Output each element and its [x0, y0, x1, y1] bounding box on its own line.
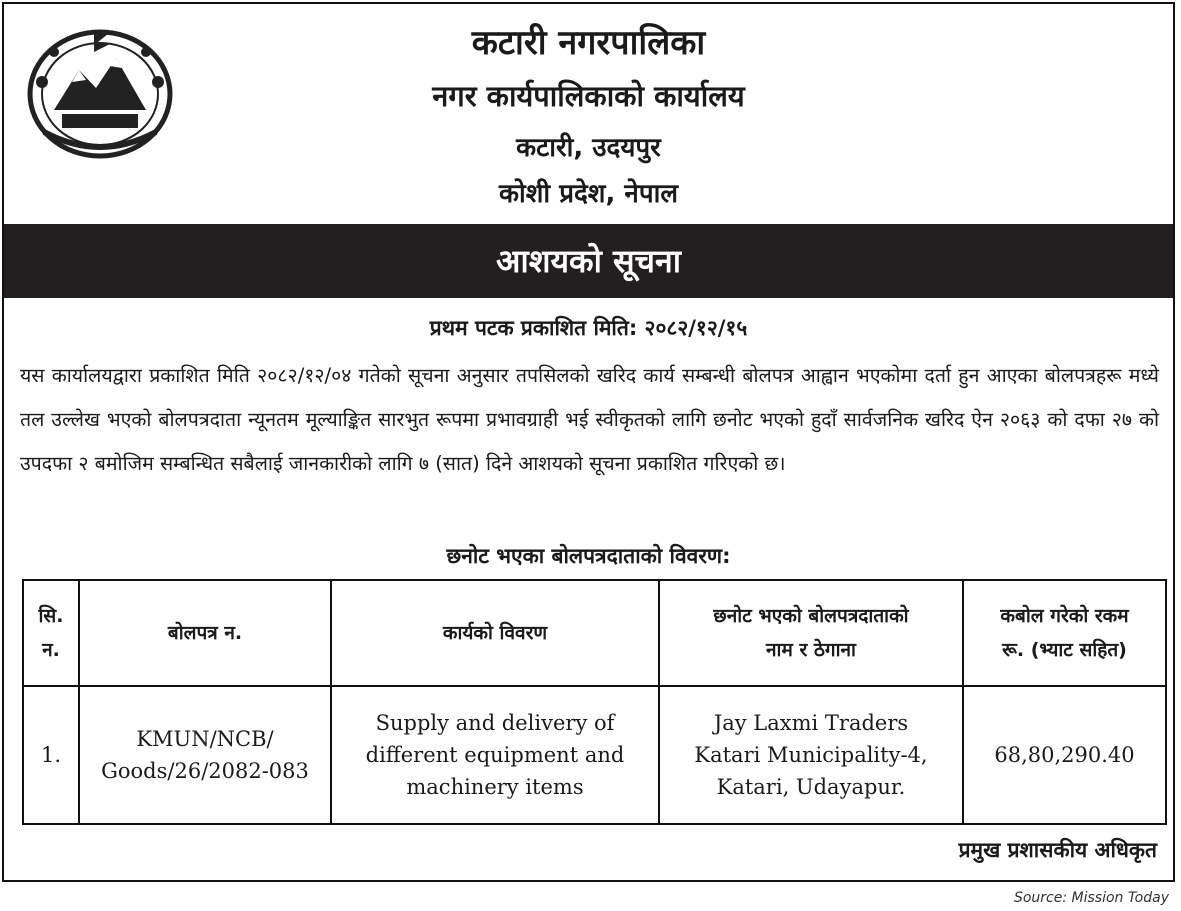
office-province: कोशी प्रदेश, नेपाल: [499, 179, 678, 209]
source-credit: Source: Mission Today: [1013, 890, 1169, 906]
cell-quoted-amount: 68,80,290.40: [963, 686, 1166, 824]
table-row: [23, 686, 1166, 824]
notice-body: यस कार्यालयद्वारा प्रकाशित मिति २०८२/१२/०४ गतेको सूचना अनुसार तपसिलको खरिद कार्य सम्बन्धी बोलपत्र आह्वान भएकोमा दर्ता हुन आएका बोलपत्रहरू मध्ये तल उल्लेख भएको बोलपत्रदाता न्यूनतम मूल्याङ्कित सारभुत रूपमा प्रभावग्राही भई स्वीकृतको लागि छनोट भएको हुदाँ सार्वजनिक खरिद ऐन २०६३ को दफा २७ को उपदफा २ बमोजिम सम्बन्धित सबैलाई जानकारीको लागि ७ (सात) दिने आशयको सूचना प्रकाशित गरिएको छ।: [20, 364, 1159, 475]
office-subtitle: नगर कार्यपालिकाको कार्यालय: [432, 79, 745, 113]
selected-bidder-table: [22, 579, 1167, 825]
table-title: छनोट भएका बोलपत्रदाताको विवरण:: [446, 544, 731, 568]
notice-frame: [2, 2, 1175, 882]
cell-work-description: Supply and delivery of different equipment and machinery items: [331, 686, 659, 824]
signatory-title: प्रमुख प्रशासकीय अधिकृत: [958, 838, 1157, 862]
header-serial-no: सि. न.: [23, 580, 79, 686]
municipality-name: कटारी नगरपालिका: [471, 23, 706, 63]
notice-header: [4, 4, 1173, 224]
header-work-description: कार्यको विवरण: [331, 580, 659, 686]
header-bidder-name-address: छनोट भएको बोलपत्रदाताको नाम र ठेगाना: [659, 580, 963, 686]
notice-title-banner: आशयको सूचना: [4, 224, 1173, 298]
table-header-row: [23, 580, 1166, 686]
header-bid-no: बोलपत्र न.: [79, 580, 331, 686]
cell-serial-no: 1.: [23, 686, 79, 824]
office-location: कटारी, उदयपुर: [516, 133, 661, 163]
cell-bidder-name-address: Jay Laxmi Traders Katari Municipality-4, Katari, Udayapur.: [659, 686, 963, 824]
cell-bid-no: KMUN/NCB/ Goods/26/2082-083: [79, 686, 331, 824]
header-quoted-amount: कबोल गरेको रकम रू. (भ्याट सहित): [963, 580, 1166, 686]
published-date: प्रथम पटक प्रकाशित मिति: २०८२/१२/१५: [429, 316, 748, 340]
